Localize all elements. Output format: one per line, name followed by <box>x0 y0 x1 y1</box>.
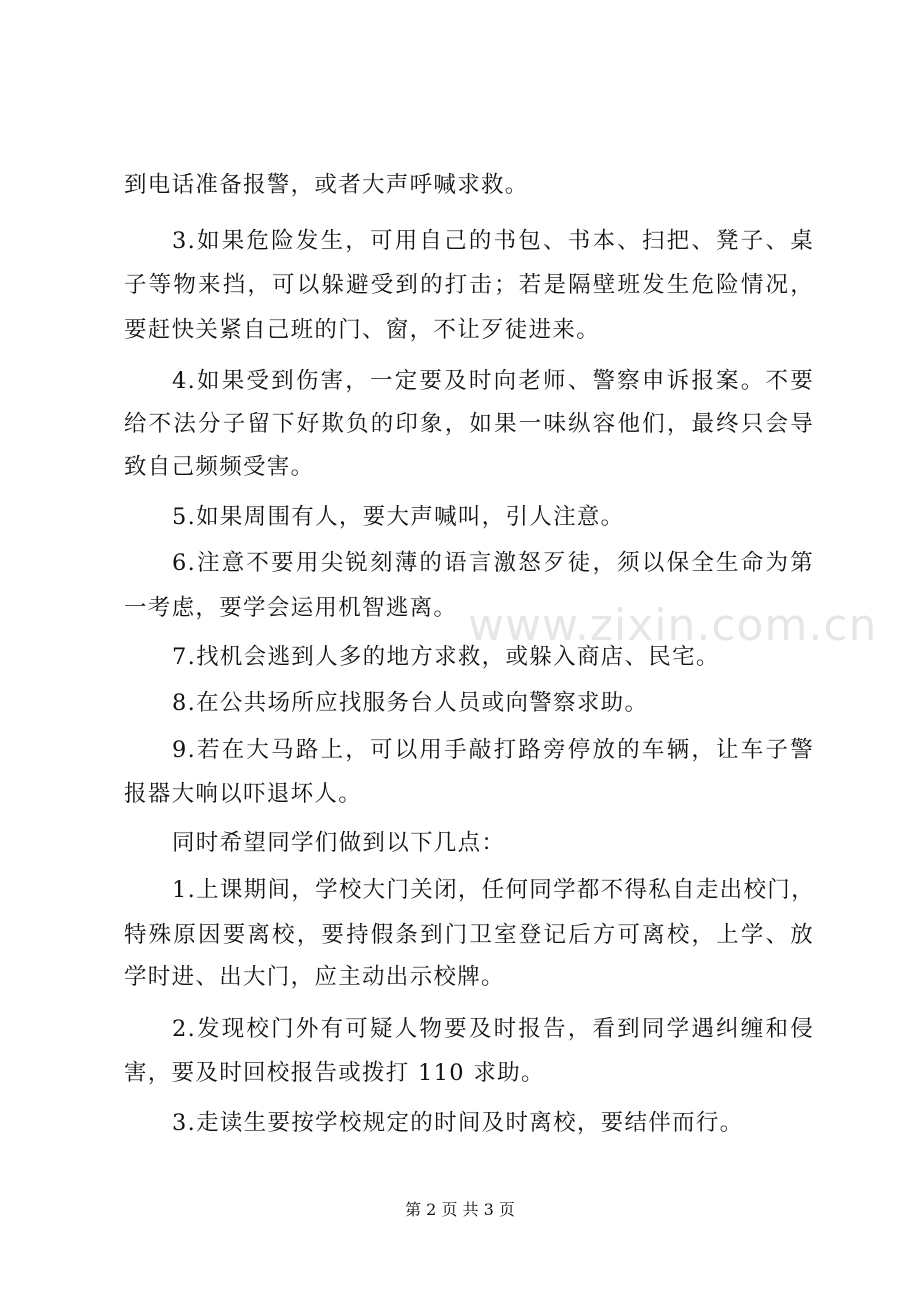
paragraph-line: 报器大响以吓退坏人。 <box>124 781 363 807</box>
paragraph-line: 致自己频频受害。 <box>124 454 315 480</box>
paragraph-line: 害，要及时回校报告或拨打 110 求助。 <box>124 1060 545 1086</box>
paragraph-line: 3.如果危险发生，可用自己的书包、书本、扫把、凳子、桌 <box>172 228 814 254</box>
paragraph-line: 学时进、出大门，应主动出示校牌。 <box>124 964 505 990</box>
paragraph-line: 4.如果受到伤害，一定要及时向老师、警察申诉报案。不要 <box>172 368 814 394</box>
paragraph-line: 5.如果周围有人，要大声喊叫，引人注意。 <box>172 504 625 530</box>
paragraph-line: 6.注意不要用尖锐刻薄的语言激怒歹徒，须以保全生命为第 <box>172 550 814 576</box>
paragraph-line: 特殊原因要离校，要持假条到门卫室登记后方可离校，上学、放 <box>124 922 814 948</box>
page-footer: 第 2 页 共 3 页 <box>405 1200 515 1219</box>
paragraph-line: 9.若在大马路上，可以用手敲打路旁停放的车辆，让车子警 <box>172 737 814 763</box>
paragraph-line: 给不法分子留下好欺负的印象，如果一味纵容他们，最终只会导 <box>124 411 814 437</box>
paragraph-line: 子等物来挡，可以躲避受到的打击；若是隔壁班发生危险情况， <box>124 272 814 298</box>
watermark: www.zixin.com.cn <box>468 600 878 651</box>
paragraph-line: 7.找机会逃到人多的地方求救，或躲入商店、民宅。 <box>172 644 720 670</box>
paragraph-line: 1.上课期间，学校大门关闭，任何同学都不得私自走出校门， <box>172 877 815 903</box>
paragraph-line: 一考虑，要学会运用机智逃离。 <box>124 595 458 621</box>
paragraph-line: 同时希望同学们做到以下几点： <box>172 830 506 856</box>
paragraph-line: 8.在公共场所应找服务台人员或向警察求助。 <box>172 690 649 716</box>
paragraph-line: 3.走读生要按学校规定的时间及时离校，要结伴而行。 <box>172 1110 744 1136</box>
paragraph-line: 到电话准备报警，或者大声呼喊求救。 <box>124 172 529 198</box>
paragraph-line: 2.发现校门外有可疑人物要及时报告，看到同学遇纠缠和侵 <box>172 1016 814 1042</box>
paragraph-line: 要赶快关紧自己班的门、窗，不让歹徒进来。 <box>124 317 601 343</box>
